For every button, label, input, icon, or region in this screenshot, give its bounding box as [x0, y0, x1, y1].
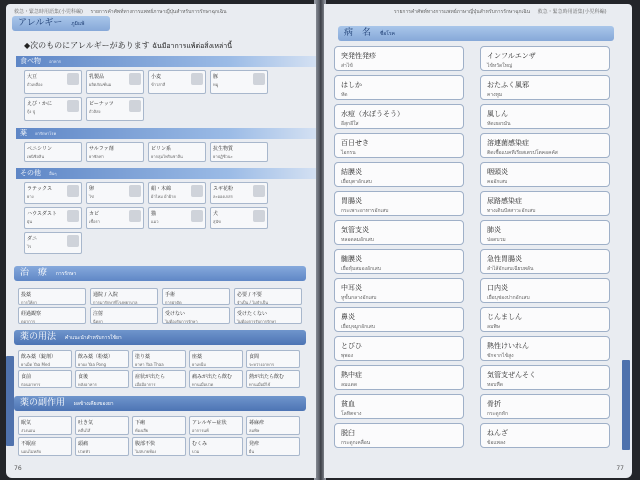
illustration-icon — [129, 100, 141, 112]
right-running-header-jp: 救急・緊急時用語集(小児科編) — [537, 9, 607, 15]
usage-title-thai: คำแนะนำสำหรับการใช้ยา — [64, 335, 122, 341]
disease-item-jp: 鼻炎 — [341, 313, 355, 321]
usage-item — [132, 370, 186, 388]
disease-item — [480, 133, 610, 158]
disease-item-thai: คออักเสบ — [487, 179, 508, 185]
food-allergy-item-thai: ข้าวสาลี — [151, 82, 166, 87]
disease-item — [480, 336, 610, 361]
other-allergy-item — [148, 182, 206, 204]
treatment-item-thai: ดูอาการ — [21, 319, 36, 324]
side-effect-item-jp: 下痢 — [135, 420, 146, 426]
other-allergy-item-jp: 猫 — [151, 211, 157, 217]
illustration-icon — [191, 185, 203, 197]
side-effect-item-thai: ท้องเสีย — [135, 428, 149, 433]
drug-allergy-item-jp: ペニシリン — [27, 146, 53, 152]
other-allergy-item-jp: ラテックス — [27, 186, 52, 192]
disease-item-jp: とびひ — [341, 342, 362, 350]
other-allergy-item-thai: ไร — [27, 244, 32, 249]
usage-item — [18, 370, 72, 388]
illustration-icon — [191, 73, 203, 85]
disease-item — [480, 46, 610, 71]
side-effects-title-bar — [14, 396, 306, 411]
allergy-title: アレルギー — [18, 18, 63, 28]
disease-item-jp: 気管支ぜんそく — [487, 371, 536, 379]
disease-item-jp: 溶連菌感染症 — [487, 139, 529, 147]
disease-item-thai: ข้อแพลง — [487, 440, 506, 446]
usage-item — [75, 350, 129, 368]
disease-item-thai: เยื่อบุจมูกอักเสบ — [341, 324, 376, 330]
food-allergy-item — [210, 70, 268, 94]
left-running-header — [14, 8, 233, 16]
left-running-header-jp: 救急・緊急時用語集(小児科編) — [14, 9, 83, 15]
usage-item-jp: 食前 — [21, 374, 32, 380]
treatment-item-jp: 注射 — [93, 311, 104, 317]
disease-item — [480, 191, 610, 216]
illustration-icon — [129, 73, 141, 85]
side-effect-item — [18, 416, 72, 435]
disease-item-thai: ลมแดด — [341, 382, 358, 388]
disease-item-jp: 気管支炎 — [341, 226, 369, 234]
disease-item-jp: 脱臼 — [341, 429, 355, 437]
food-allergy-item — [148, 70, 206, 94]
treatment-item-jp: 投薬 — [21, 292, 32, 298]
other-subheader — [16, 168, 316, 179]
left-page-number: 76 — [14, 465, 22, 472]
usage-item — [246, 370, 300, 388]
usage-item-jp: 食後 — [78, 374, 89, 380]
disease-item-thai: หัดเยอรมัน — [487, 121, 511, 127]
side-effect-item-jp: 腹部不快 — [135, 441, 156, 447]
illustration-icon — [67, 185, 79, 197]
usage-item-thai: เมื่อมีอาการ — [135, 382, 156, 387]
disease-item-jp: 熱中症 — [341, 371, 362, 379]
disease-item — [480, 75, 610, 100]
drug-allergy-item-thai: ยาซัลฟา — [89, 154, 104, 159]
illustration-icon — [129, 210, 141, 222]
other-allergy-item-thai: ยาง — [27, 194, 34, 199]
disease-title: 病 名 — [344, 28, 372, 38]
usage-item-thai: ทานเมื่อมีไข้ — [249, 382, 271, 387]
treatment-item — [90, 288, 158, 305]
side-effect-item-thai: อาการแพ้ — [192, 428, 209, 433]
usage-item-jp: 食間 — [249, 354, 260, 360]
treatment-item-jp: 受けたくない — [237, 311, 268, 317]
food-allergy-item-thai: หมู — [213, 82, 219, 87]
disease-item-jp: 肺炎 — [487, 226, 501, 234]
usage-item-thai: ยาเหน็บ — [192, 362, 206, 367]
other-allergy-item-thai: สุนัข — [213, 219, 221, 224]
disease-item — [480, 365, 610, 390]
disease-item-jp: じんましん — [487, 313, 522, 321]
side-effect-item-thai: ลมพิษ — [249, 428, 260, 433]
treatment-title-thai: การรักษา — [55, 271, 77, 277]
side-effect-item — [132, 437, 186, 456]
other-allergy-item-jp: 絹・木綿 — [151, 186, 172, 192]
side-effect-item — [75, 437, 129, 456]
other-allergy-item-thai: แมว — [151, 219, 159, 224]
food-allergy-item-jp: 豚 — [213, 74, 219, 80]
side-effects-title: 薬の副作用 — [20, 398, 66, 408]
drug-allergy-item — [148, 142, 206, 162]
other-allergy-item-jp: カビ — [89, 211, 100, 217]
usage-item — [75, 370, 129, 388]
other-allergy-item — [24, 207, 82, 229]
disease-item-thai: เยื่อบุตาอักเสบ — [341, 179, 372, 185]
disease-item-jp: 結膜炎 — [341, 168, 362, 176]
disease-item-jp: 中耳炎 — [341, 284, 362, 292]
drug-allergy-item — [210, 142, 268, 162]
left-index-tab — [6, 356, 14, 446]
food-allergy-item — [86, 70, 144, 94]
treatment-item-jp: 経過観察 — [21, 311, 42, 317]
food-label: 食べ物 — [20, 57, 41, 65]
drug-allergy-item — [86, 142, 144, 162]
disease-item — [480, 394, 610, 419]
treatment-item — [234, 307, 302, 324]
side-effect-item-jp: 頭痛 — [78, 441, 89, 447]
treatment-item-jp: 受けない — [165, 311, 186, 317]
side-effect-item-jp: むくみ — [192, 441, 208, 447]
side-effects-title-thai: ผลข้างเคียงของยา — [73, 401, 114, 407]
side-effect-item — [189, 416, 243, 435]
drug-allergy-item-thai: เพนิซิลลิน — [27, 154, 45, 159]
disease-item-jp: 貧血 — [341, 400, 355, 408]
other-allergy-item — [210, 207, 268, 229]
food-allergy-item — [24, 97, 82, 121]
disease-item-thai: ทางเดินปัสสาวะอักเสบ — [487, 208, 536, 214]
drug-subheader — [16, 128, 316, 139]
disease-item-thai: หูชั้นกลางอักเสบ — [341, 295, 377, 301]
disease-item — [480, 220, 610, 245]
treatment-item — [234, 288, 302, 305]
disease-item-thai: เยื่อบุช่องปากอักเสบ — [487, 295, 530, 301]
usage-item-jp: 飲み薬（粉薬） — [78, 354, 114, 360]
side-effect-item — [189, 437, 243, 456]
treatment-item-jp: 通院 / 入院 — [93, 292, 118, 298]
right-index-tab — [622, 360, 630, 450]
illustration-icon — [67, 73, 79, 85]
other-allergy-item-thai: ฝุ่น — [27, 219, 33, 224]
food-allergy-item-thai: กุ้ง ปู — [27, 109, 36, 114]
disease-item-thai: ติดเชื้อแบคทีเรียสเตรปโตคอคคัส — [487, 150, 558, 156]
side-effect-item-jp: 不眠症 — [21, 441, 37, 447]
disease-item-jp: はしか — [341, 81, 362, 89]
disease-item-thai: หัด — [341, 92, 348, 98]
disease-item-jp: 骨折 — [487, 400, 501, 408]
usage-item-thai: ยาทา Yaa Thaa — [135, 362, 164, 367]
illustration-icon — [253, 73, 265, 85]
usage-item-thai: หลังอาหาร — [78, 382, 97, 387]
usage-item-thai: ยาผง Yaa Pong — [78, 362, 107, 367]
disease-item — [480, 278, 610, 303]
disease-item-jp: 髄膜炎 — [341, 255, 362, 263]
illustration-icon — [253, 185, 265, 197]
disease-item-jp: 胃腸炎 — [341, 197, 362, 205]
disease-item-thai: อีสุกอีใส — [341, 121, 359, 127]
disease-item-thai: ชักจากไข้สูง — [487, 353, 514, 359]
disease-item-thai: หอบหืด — [487, 382, 504, 388]
allergy-title-thai: ภูมิแพ้ — [71, 21, 85, 27]
drug-allergy-item-jp: サルファ剤 — [89, 146, 114, 152]
food-allergy-item-jp: ピーナッツ — [89, 101, 114, 107]
usage-item-thai: ระหว่างอาหาร — [249, 362, 275, 367]
side-effect-item-thai: ง่วงนอน — [21, 428, 36, 433]
treatment-title-bar — [14, 266, 306, 281]
other-allergy-item-thai: ผ้าไหม ผ้าฝ้าย — [151, 194, 176, 199]
allergy-statement-jp: ◆次のものにアレルギーがあります — [24, 41, 150, 50]
usage-item-jp: 座薬 — [192, 354, 203, 360]
food-allergy-item-jp: えび・かに — [27, 101, 53, 107]
side-effect-item-jp: 眠気 — [21, 420, 32, 426]
disease-item — [334, 220, 464, 245]
illustration-icon — [67, 235, 79, 247]
drug-allergy-item-jp: 抗生物質 — [213, 146, 234, 152]
treatment-item-thai: การมารักษาที่โรงพยาบาล — [93, 300, 138, 305]
disease-title-bar — [338, 26, 614, 41]
disease-item — [334, 46, 464, 71]
usage-item — [132, 350, 186, 368]
illustration-icon — [67, 100, 79, 112]
side-effect-item-thai: นอนไม่หลับ — [21, 449, 42, 454]
food-allergy-item-jp: 乳製品 — [89, 74, 105, 80]
usage-item-thai: ก่อนอาหาร — [21, 382, 41, 387]
other-label: その他 — [20, 169, 41, 177]
right-page — [324, 4, 632, 478]
disease-item — [334, 162, 464, 187]
disease-item-thai: กระดูกหัก — [487, 411, 508, 417]
treatment-item — [90, 307, 158, 324]
right-running-header-th: รายการคำศัพท์ทางการแพทย์ภาษาญี่ปุ่นสำหรับการรักษาฉุกเฉิน — [394, 9, 531, 15]
drug-allergy-item-thai: ยาปฏิชีวนะ — [213, 154, 233, 159]
left-page — [6, 4, 316, 478]
disease-item — [480, 249, 610, 274]
other-allergy-item-jp: スギ花粉 — [213, 186, 234, 192]
disease-item — [334, 278, 464, 303]
disease-item — [480, 307, 610, 332]
usage-item — [18, 350, 72, 368]
other-label-thai: อื่นๆ — [49, 171, 57, 176]
disease-item-thai: หลอดลมอักเสบ — [341, 237, 374, 243]
drug-allergy-item — [24, 142, 82, 162]
other-allergy-item-jp: 犬 — [213, 211, 219, 217]
disease-item-jp: おたふく風邪 — [487, 81, 529, 89]
treatment-item — [162, 288, 230, 305]
illustration-icon — [129, 185, 141, 197]
other-allergy-item-jp: ハウスダスト — [27, 211, 57, 217]
other-allergy-item-jp: 卵 — [89, 186, 95, 192]
food-allergy-item — [86, 97, 144, 121]
side-effect-item-thai: คลื่นไส้ — [78, 428, 91, 433]
side-effect-item-jp: 蕁麻疹 — [249, 420, 265, 426]
right-page-number: 77 — [616, 465, 624, 472]
usage-item-jp: 飲み薬（錠剤） — [21, 354, 57, 360]
right-running-header — [394, 8, 613, 16]
usage-item-jp: 痛みが出たら飲む — [192, 374, 233, 380]
food-subheader — [16, 56, 316, 67]
food-allergy-item-jp: 大豆 — [27, 74, 38, 80]
treatment-item-thai: ฉีดยา — [93, 319, 103, 324]
disease-item-thai: ไข้หวัดใหญ่ — [487, 63, 513, 69]
other-allergy-item — [86, 207, 144, 229]
disease-item — [334, 423, 464, 448]
side-effect-item — [246, 416, 300, 435]
disease-item — [480, 162, 610, 187]
usage-item-jp: 熱が出たら飲む — [249, 374, 285, 380]
food-allergy-item-thai: ถั่วลิสง — [89, 109, 101, 114]
disease-item-jp: 咽頭炎 — [487, 168, 508, 176]
disease-item — [334, 307, 464, 332]
disease-item-jp: 百日せき — [341, 139, 369, 147]
treatment-item-thai: จำเป็น / ไม่จำเป็น — [237, 300, 268, 305]
side-effect-item — [18, 437, 72, 456]
disease-item-jp: ねんざ — [487, 429, 508, 437]
disease-item — [334, 133, 464, 158]
disease-item-thai: ส่าไข้ — [341, 63, 353, 69]
disease-item-jp: 口内炎 — [487, 284, 508, 292]
allergy-statement — [24, 40, 232, 52]
disease-item — [334, 104, 464, 129]
other-allergy-item-thai: ละอองเกสร — [213, 194, 233, 199]
other-allergy-item — [24, 182, 82, 204]
illustration-icon — [191, 210, 203, 222]
side-effect-item-jp: アレルギー症状 — [192, 420, 227, 426]
other-allergy-item-jp: ダニ — [27, 236, 38, 242]
disease-item — [334, 336, 464, 361]
side-effect-item-jp: 吐き気 — [78, 420, 94, 426]
other-allergy-item — [210, 182, 268, 204]
side-effect-item-thai: ผื่น — [249, 449, 255, 454]
disease-item — [480, 104, 610, 129]
disease-item — [480, 423, 610, 448]
food-allergy-item-thai: ถั่วเหลือง — [27, 82, 43, 87]
disease-item-jp: 風しん — [487, 110, 508, 118]
other-allergy-item — [86, 182, 144, 204]
disease-item — [334, 191, 464, 216]
food-allergy-item-jp: 小麦 — [151, 74, 162, 80]
disease-title-thai: ชื่อโรค — [379, 31, 396, 37]
disease-item-jp: 尿路感染症 — [487, 197, 522, 205]
usage-title-bar — [14, 330, 306, 345]
food-label-thai: อาหาร — [49, 59, 61, 64]
side-effect-item-thai: ปวดหัว — [78, 449, 91, 454]
disease-item-jp: 突発性発疹 — [341, 52, 376, 60]
usage-item — [189, 350, 243, 368]
side-effect-item — [132, 416, 186, 435]
illustration-icon — [67, 210, 79, 222]
usage-item-thai: ทานเมื่อปวด — [192, 382, 214, 387]
treatment-item — [18, 288, 86, 305]
side-effect-item-jp: 発疹 — [249, 441, 260, 447]
treatment-item — [18, 307, 86, 324]
usage-title: 薬の用法 — [20, 332, 57, 342]
disease-item-jp: インフルエンザ — [487, 52, 536, 60]
disease-item — [334, 249, 464, 274]
disease-item — [334, 365, 464, 390]
drug-label: 薬 — [20, 129, 27, 137]
disease-item — [334, 75, 464, 100]
usage-item — [246, 350, 300, 368]
disease-item-thai: กระเพาะอาหารอักเสบ — [341, 208, 389, 214]
side-effect-item — [75, 416, 129, 435]
disease-item-thai: ไอกรน — [341, 150, 356, 156]
side-effect-item — [246, 437, 300, 456]
side-effect-item-thai: ไม่สบายท้อง — [135, 449, 157, 454]
disease-item-thai: พุพอง — [341, 353, 354, 359]
usage-item-thai: ยาเม็ด Yaa Med — [21, 362, 50, 367]
usage-item — [189, 370, 243, 388]
other-allergy-item-thai: เชื้อรา — [89, 219, 100, 224]
treatment-item-jp: 手術 — [165, 292, 176, 298]
treatment-item-thai: ไม่ต้องรับการรักษา — [165, 319, 198, 324]
treatment-item-jp: 必要 / 不要 — [237, 292, 262, 298]
disease-item-thai: โลหิตจาง — [341, 411, 362, 417]
treatment-item-thai: การผ่าตัด — [165, 300, 182, 305]
drug-allergy-item-jp: ピリン系 — [151, 146, 172, 152]
drug-allergy-item-thai: ยากลุ่มไพรินซาลีน — [151, 154, 183, 159]
treatment-title: 治 療 — [20, 268, 48, 278]
food-allergy-item — [24, 70, 82, 94]
other-allergy-item — [24, 232, 82, 254]
left-running-header-th: รายการคำศัพท์ทางการแพทย์ภาษาญี่ปุ่นสำหรับการรักษาฉุกเฉิน — [90, 9, 227, 15]
disease-item-thai: ลมพิษ — [487, 324, 500, 330]
usage-item-jp: 症状が出たら — [135, 374, 166, 380]
other-allergy-item — [148, 207, 206, 229]
disease-item-jp: 水痘（水ぼうそう） — [341, 110, 404, 118]
illustration-icon — [253, 210, 265, 222]
side-effect-item-thai: บวม — [192, 449, 200, 454]
drug-label-thai: ยารักษาโรค — [35, 131, 57, 136]
allergy-statement-thai: ฉันมีอาการแพ้ต่อสิ่งเหล่านี้ — [152, 42, 232, 50]
treatment-item-thai: ไม่ต้องการรับการรักษา — [237, 319, 277, 324]
usage-item-jp: 塗り薬 — [135, 354, 151, 360]
disease-item-thai: เยื่อหุ้มสมองอักเสบ — [341, 266, 381, 272]
other-allergy-item-thai: ไข่ — [89, 194, 94, 199]
disease-item-thai: ลำไส้อักเสบเฉียบพลัน — [487, 266, 534, 272]
treatment-item — [162, 307, 230, 324]
disease-item-jp: 急性胃腸炎 — [487, 255, 522, 263]
disease-item-thai: คางทูม — [487, 92, 503, 98]
disease-item-jp: 熱性けいれん — [487, 342, 529, 350]
disease-item-thai: กระดูกเคลื่อน — [341, 440, 371, 446]
disease-item — [334, 394, 464, 419]
treatment-item-thai: การให้ยา — [21, 300, 37, 305]
food-allergy-item-thai: ผลิตภัณฑ์นม — [89, 82, 112, 87]
disease-item-thai: ปอดบวม — [487, 237, 506, 243]
allergy-title-bar — [12, 16, 110, 31]
